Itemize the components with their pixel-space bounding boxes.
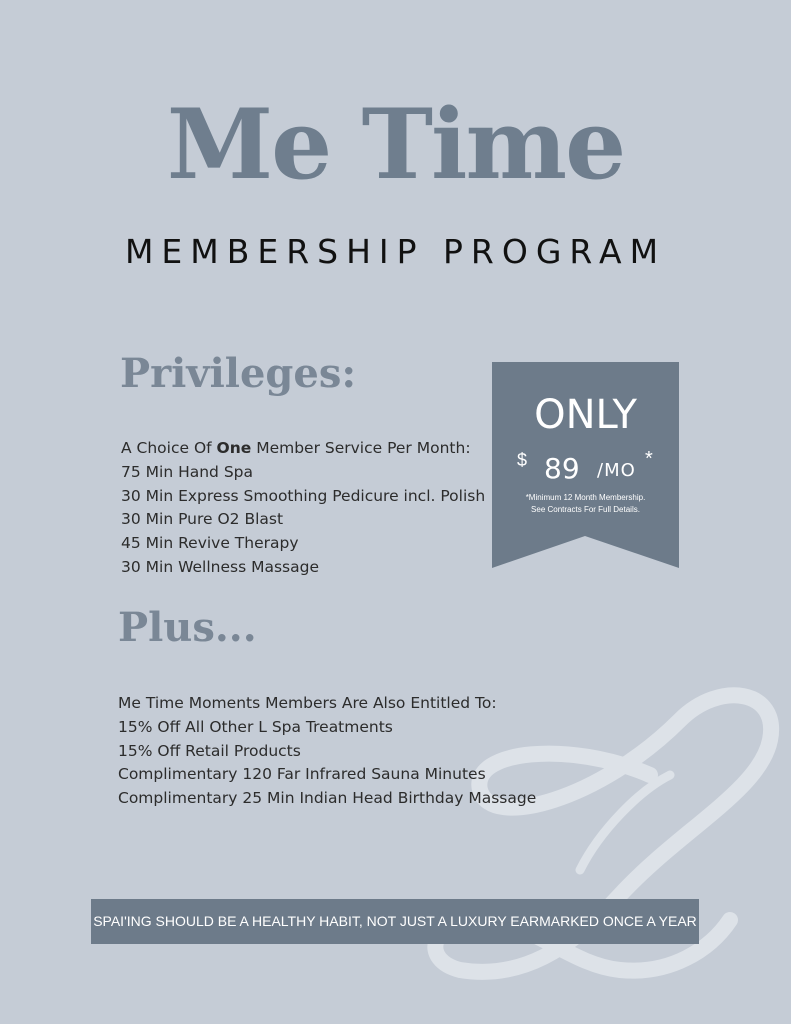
plus-item: Complimentary 25 Min Indian Head Birthday Massage [118, 789, 537, 808]
privileges-heading: Privileges: [120, 350, 357, 397]
privilege-item: 30 Min Wellness Massage [121, 557, 319, 576]
plus-heading: Plus... [118, 604, 257, 651]
price-note-line1: *Minimum 12 Month Membership. [525, 493, 646, 502]
plus-item: Me Time Moments Members Are Also Entitled To: [118, 694, 497, 712]
plus-item: Complimentary 120 Far Infrared Sauna Minutes [118, 765, 486, 784]
footer-banner [91, 899, 699, 944]
privilege-item: 30 Min Express Smoothing Pedicure incl. Polish [121, 486, 486, 505]
plus-item: 15% Off All Other L Spa Treatments [118, 717, 393, 736]
privilege-item: 30 Min Pure O2 Blast [121, 510, 284, 529]
price-amount: 89 [544, 452, 580, 485]
price-asterisk: * [645, 448, 653, 470]
price-badge [492, 362, 679, 568]
price-period: /MO [597, 460, 636, 481]
privileges-list [121, 437, 485, 580]
price-note-line2: See Contracts For Full Details. [531, 504, 640, 514]
plus-list [118, 692, 536, 811]
plus-item: 15% Off Retail Products [118, 741, 301, 760]
page-subtitle: MEMBERSHIP PROGRAM [124, 232, 667, 271]
price-note [492, 492, 679, 515]
price-only-label: ONLY [534, 392, 637, 438]
footer-banner-text: SPAI'ING SHOULD BE A HEALTHY HABIT, NOT JUST A LUXURY EARMARKED ONCE A YEAR [93, 913, 697, 929]
price-row [492, 448, 679, 488]
privilege-item: 45 Min Revive Therapy [121, 534, 299, 553]
page-title: Me Time [166, 88, 625, 201]
privileges-intro [121, 437, 485, 461]
privileges-intro-suffix: Member Service Per Month: [251, 439, 471, 457]
price-currency: $ [517, 450, 528, 470]
privileges-intro-prefix: A Choice Of [121, 439, 217, 457]
privilege-item: 75 Min Hand Spa [121, 462, 253, 481]
privileges-intro-bold: One [216, 439, 252, 457]
